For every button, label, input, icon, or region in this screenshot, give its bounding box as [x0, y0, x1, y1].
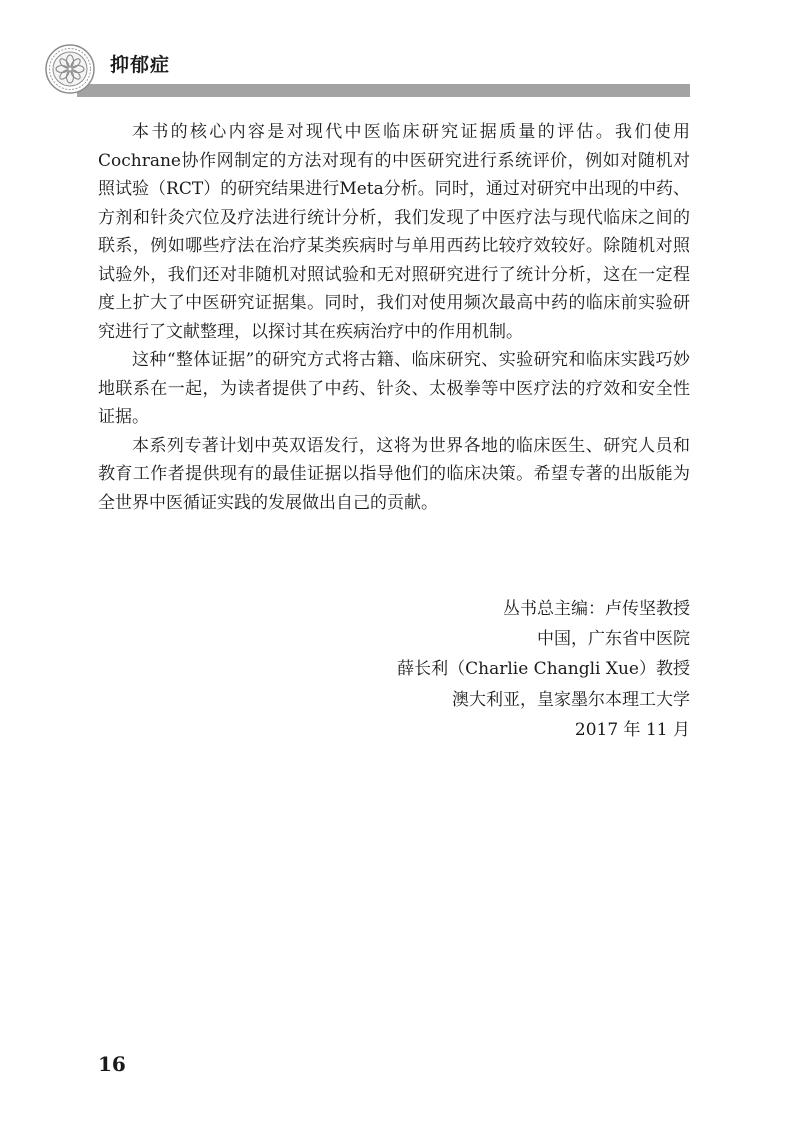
running-header [45, 44, 690, 100]
signature-affiliation-line: 中国，广东省中医院 [537, 629, 690, 650]
paragraph: 这种“整体证据”的研究方式将古籍、临床研究、实验研究和临床实践巧妙地联系在一起，为读者提供了中药、针灸、太极拳等中医疗法的疗效和安全性证据。 [98, 350, 690, 427]
paragraph: 本书的核心内容是对现代中医临床研究证据质量的评估。我们使用Cochrane协作网制定的方法对现有的中医研究进行系统评价，例如对随机对照试验（RCT）的研究结果进行Meta分析。同时，通过对研究中出现的中药、方剂和针灸穴位及疗法进行统计分析，我们发现了中医疗法与现代临床之间的联系，例如哪些疗法在治疗某类疾病时与单用西药比较疗效较好。除随机对照试验外，我们还对非随机对照试验和无对照研究进行了统计分析，这在一定程度上扩大了中医研究证据集。同时，我们对使用频次最高中药的临床前实验研究进行了文献整理，以探讨其在疾病治疗中的作用机制。 [98, 122, 690, 342]
signature-editor-line: 丛书总主编：卢传坚教授 [503, 599, 690, 619]
signature-block [397, 594, 690, 745]
paragraph: 本系列专著计划中英双语发行，这将为世界各地的临床医生、研究人员和教育工作者提供现有的最佳证据以指导他们的临床决策。希望专著的出版能为全世界中医循证实践的发展做出自己的贡献。 [98, 435, 690, 513]
signature-date: 2017 年 11 月 [574, 719, 690, 740]
page-number: 16 [98, 1052, 126, 1076]
ornamental-rosette-icon [45, 44, 95, 94]
running-header-title: 抑郁症 [110, 54, 171, 76]
header-band [77, 84, 690, 97]
signature-affiliation-line: 澳大利亚，皇家墨尔本理工大学 [452, 689, 690, 710]
body-text [98, 118, 690, 517]
signature-editor-line: 薛长利（Charlie Changli Xue）教授 [397, 659, 690, 680]
